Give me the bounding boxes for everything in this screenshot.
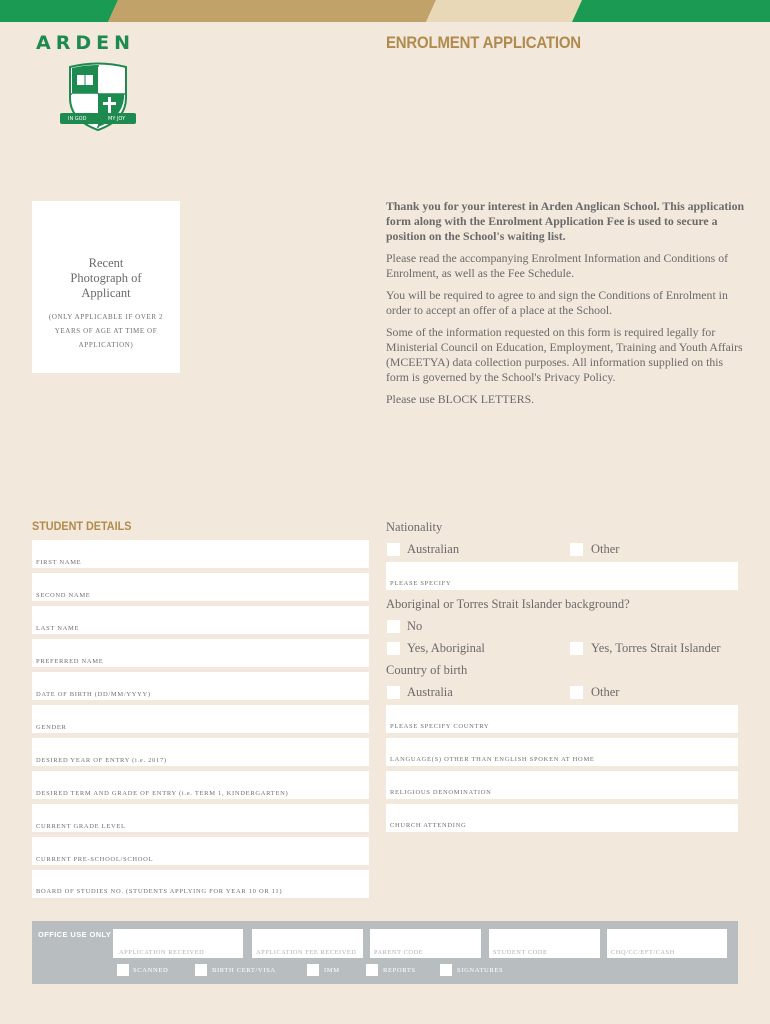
birth-cert-checkbox[interactable] [195, 964, 207, 976]
aboriginal-no-checkbox[interactable] [387, 620, 400, 633]
scanned-label: SCANNED [133, 967, 169, 974]
signatures-checkbox[interactable] [440, 964, 452, 976]
intro-text [386, 199, 746, 414]
form-title: ENROLMENT APPLICATION [386, 33, 581, 52]
top-color-band [0, 0, 770, 22]
language-label: LANGUAGE(S) OTHER THAN ENGLISH SPOKEN AT HOME [390, 756, 595, 763]
intro-lead: Thank you for your interest in Arden Anglican School. This application form along with the Enrolment Application Fee is used to secure a position on the School's waiting list. [386, 199, 745, 243]
intro-paragraph-1: Please read the accompanying Enrolment Information and Conditions of Enrolment, as well as the Fee Schedule. [386, 251, 729, 280]
scanned-checkbox[interactable] [117, 964, 129, 976]
office-use-panel [32, 921, 738, 984]
application-fee-label: APPLICATION FEE RECEIVED [256, 949, 357, 956]
student-code-label: STUDENT CODE [493, 949, 548, 956]
aboriginal-yes-label: Yes, Aboriginal [407, 641, 485, 655]
nationality-specify-label: PLEASE SPECIFY [390, 580, 452, 587]
country-australia-checkbox[interactable] [387, 686, 400, 699]
nationality-other-checkbox[interactable] [570, 543, 583, 556]
nationality-other-label: Other [591, 542, 620, 556]
second-name-label: SECOND NAME [36, 592, 91, 599]
preferred-name-label: PREFERRED NAME [36, 658, 104, 665]
intro-paragraph-4: Please use BLOCK LETTERS. [386, 392, 535, 406]
first-name-field[interactable] [32, 540, 369, 568]
photo-note: (ONLY APPLICABLE IF OVER 2 YEARS OF AGE AT TIME OF APPLICATION) [48, 313, 164, 349]
imm-checkbox[interactable] [307, 964, 319, 976]
payment-method-label: CHQ/CC/EFT/CASH [611, 949, 675, 956]
photo-title: Recent Photograph of Applicant [70, 256, 142, 300]
first-name-label: FIRST NAME [36, 559, 82, 566]
country-specify-label: PLEASE SPECIFY COUNTRY [390, 723, 490, 730]
nationality-australian-label: Australian [407, 542, 460, 556]
reports-label: REPORTS [383, 967, 416, 974]
crest-motto-left: IN GOD [68, 116, 87, 122]
aboriginal-no-label: No [407, 619, 423, 633]
nationality-australian-checkbox[interactable] [387, 543, 400, 556]
birth-cert-label: BIRTH CERT/VISA [212, 967, 276, 974]
current-grade-label: CURRENT GRADE LEVEL [36, 823, 126, 830]
application-received-label: APPLICATION RECEIVED [119, 949, 205, 956]
imm-label: IMM [324, 967, 340, 974]
parent-code-label: PARENT CODE [374, 949, 424, 956]
board-of-studies-label: BOARD OF STUDIES NO. (STUDENTS APPLYING FOR YEAR 10 OR 11) [36, 888, 283, 895]
denomination-label: RELIGIOUS DENOMINATION [390, 789, 492, 796]
photo-placeholder[interactable] [32, 201, 180, 373]
current-school-label: CURRENT PRE-SCHOOL/SCHOOL [36, 856, 154, 863]
crest-motto-right: MY JOY [108, 116, 126, 122]
reports-checkbox[interactable] [366, 964, 378, 976]
intro-paragraph-2: You will be required to agree to and sign the Conditions of Enrolment in order to accept an offer of a place at the School. [386, 288, 728, 317]
last-name-field[interactable] [32, 606, 369, 634]
student-details-heading: STUDENT DETAILS [32, 519, 132, 533]
school-crest-icon [58, 62, 138, 134]
desired-term-label: DESIRED TERM AND GRADE OF ENTRY (i.e. TERM 1, KINDERGARTEN) [36, 790, 289, 797]
aboriginal-question: Aboriginal or Torres Strait Islander background? [386, 597, 630, 611]
gender-label: GENDER [36, 724, 67, 731]
date-of-birth-label: DATE OF BIRTH (DD/MM/YYYY) [36, 691, 151, 698]
country-other-checkbox[interactable] [570, 686, 583, 699]
country-question: Country of birth [386, 663, 468, 677]
gender-field[interactable] [32, 705, 369, 733]
office-use-heading: OFFICE USE ONLY [38, 930, 112, 939]
intro-paragraph-3: Some of the information requested on this form is required legally for Ministerial Council on Education, Employment, Training and Youth Affairs (MCEETYA) data collection purposes. All information supplied on this form is governed by the School's Privacy Policy. [386, 325, 743, 384]
school-logo-wordmark: ARDEN [36, 32, 135, 54]
last-name-label: LAST NAME [36, 625, 80, 632]
country-other-label: Other [591, 685, 620, 699]
nationality-question: Nationality [386, 520, 443, 534]
church-label: CHURCH ATTENDING [390, 822, 467, 829]
desired-year-label: DESIRED YEAR OF ENTRY (i.e. 2017) [36, 757, 167, 764]
torres-strait-label: Yes, Torres Strait Islander [591, 641, 721, 655]
torres-strait-checkbox[interactable] [570, 642, 583, 655]
country-australia-label: Australia [407, 685, 453, 699]
signatures-label: SIGNATURES [457, 967, 504, 974]
aboriginal-yes-checkbox[interactable] [387, 642, 400, 655]
